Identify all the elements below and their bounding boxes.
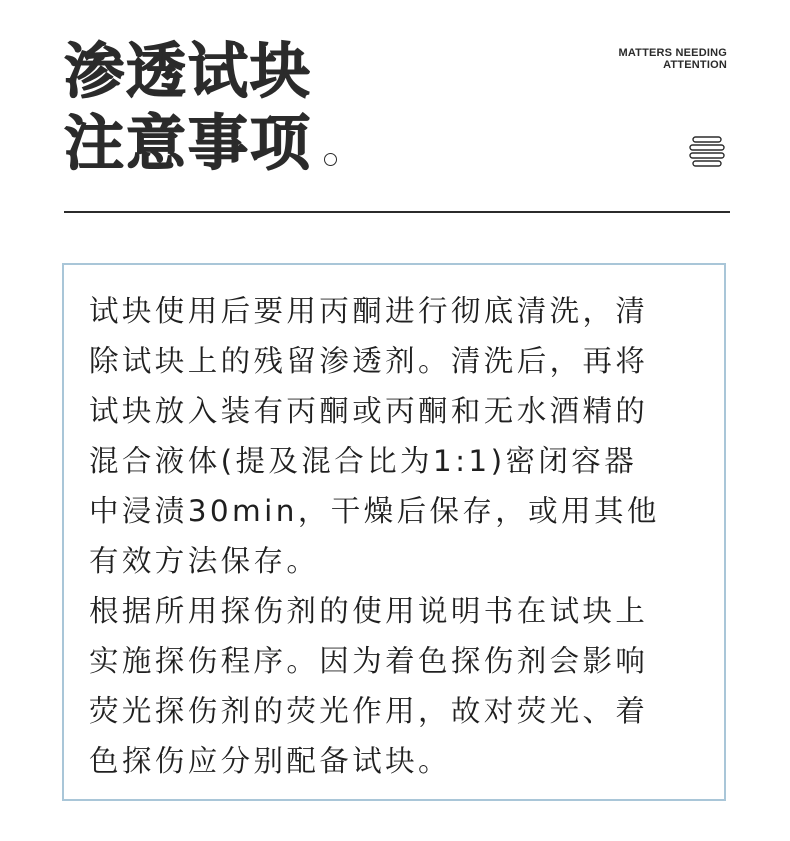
body-line: 中浸渍30min，干燥后保存，或用其他 xyxy=(89,494,660,528)
body-line: 实施探伤程序。因为着色探伤剂会影响 xyxy=(89,644,649,678)
title-line-1: 渗透试块 xyxy=(64,37,312,107)
body-line: 混合液体(提及混合比为1:1)密闭容器 xyxy=(89,444,638,478)
body-line: 试块放入装有丙酮或丙酮和无水酒精的 xyxy=(89,394,649,428)
title-divider xyxy=(64,211,730,213)
body-line: 除试块上的残留渗透剂。清洗后，再将 xyxy=(89,344,649,378)
body-line: 色探伤应分别配备试块。 xyxy=(89,744,451,778)
page-title xyxy=(64,37,337,179)
body-line: 有效方法保存。 xyxy=(89,544,320,578)
title-line-2-text: 注意事项 xyxy=(64,109,312,179)
body-line: 荧光探伤剂的荧光作用，故对荧光、着 xyxy=(89,694,649,728)
menu-icon xyxy=(689,134,725,170)
body-text xyxy=(89,286,729,786)
title-line-2 xyxy=(64,109,337,179)
body-line: 试块使用后要用丙酮进行彻底清洗，清 xyxy=(89,294,649,328)
circle-icon xyxy=(324,153,337,166)
english-subtitle-line-1: MATTERS NEEDING xyxy=(618,47,727,59)
english-subtitle xyxy=(618,47,727,71)
english-subtitle-line-2: ATTENTION xyxy=(663,59,727,71)
body-line: 根据所用探伤剂的使用说明书在试块上 xyxy=(89,594,649,628)
